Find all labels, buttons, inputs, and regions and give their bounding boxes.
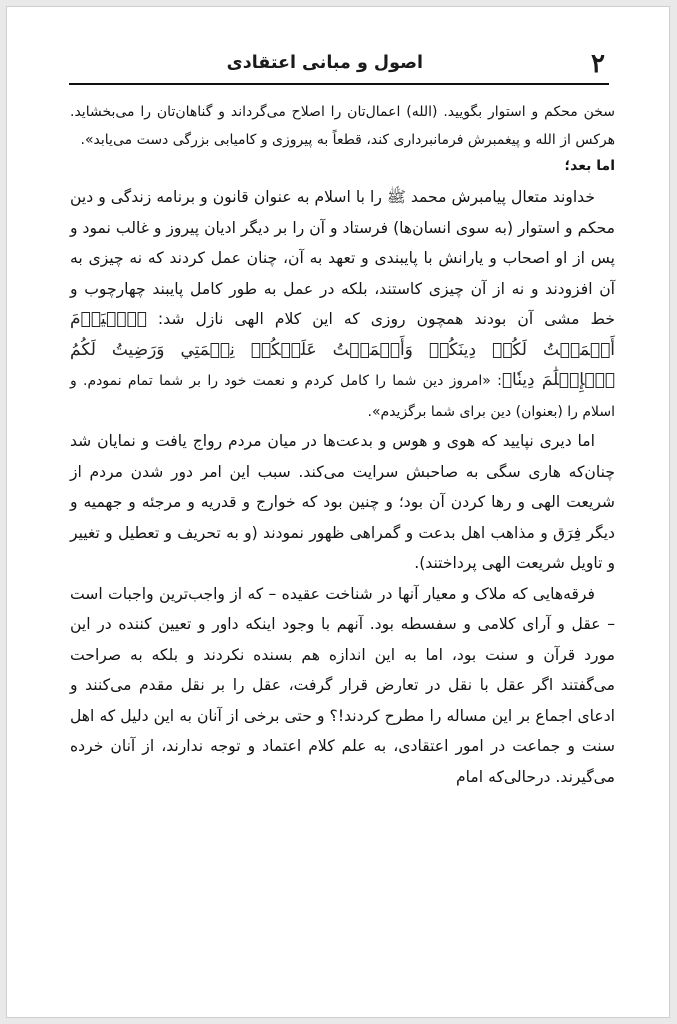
header-rule [69,83,609,85]
paragraph-continuation: سخن محکم و استوار بگویید. (الله) اعمال‌تان را اصلاح می‌گرداند و گناهان‌تان را می‌بخشاید. هرکس از الله و پیغمبرش فرمانبرداری کند، قطعاً به پیروزی و کامیابی بزرگی دست می‌یابد». [70,104,615,148]
document-page [6,6,670,1018]
paragraph-intro [70,182,615,426]
verse-translation: : «امروز دین شما را کامل کردم و نعمت خود را بر شما تمام نمودم. و اسلام را (بعنوان) دین برای شما برگزیدم». [70,373,615,420]
page-body [70,99,615,792]
page-number: ۲ [591,49,605,79]
section-heading: اما بعد؛ [564,158,615,174]
quran-verse: ﴿ٱلۡيَوۡمَ أَكۡمَلۡتُ لَكُمۡ دِينَكُمۡ وَأَتۡمَمۡتُ عَلَيۡكُمۡ نِعۡمَتِي وَرَضِيتُ لَكُمُ ٱلۡإِسۡلَٰمَ دِينٗا﴾ [70,309,615,390]
page-header [69,47,609,85]
paragraph-innovations: اما دیری نپایید که هوی و هوس و بدعت‌ها در میان مردم رواج یافت و نمایان شد چنان‌که هاری سگی به صاحبش سرایت می‌کند. سبب این امر دور شدن مردم از شریعت الهی و رها کردن آن بود؛ و چنین بود که خوارج و قدریه و مرجئه و جهمیه و دیگر فِرَق و مذاهب اهل بدعت و گمراهی ظهور نمودند (و به تحریف و تعطیل و تغییر و تاویل شریعت الهی پرداختند). [70,432,615,572]
running-title: اصول و مبانی اعتقادی [226,53,423,73]
paragraph-sects: فرقه‌هایی که ملاک و معیار آنها در شناخت عقیده – که از واجب‌ترین واجبات است – عقل و آرای کلامی و سفسطه بود. آنهم با وجود اینکه داور و تعیین کننده در این مورد قرآن و سنت بود، اما به این اندازه هم بسنده نکردند و بلکه به صراحت می‌گفتند اگر عقل با نقل در تعارض قرار گرفت، عقل را بر نقل مقدم می‌کنند و ادعای اجماع بر این مساله را مطرح کردند!؟ و حتی برخی از آنان به این دلیل که اهل سنت و جماعت در امور اعتقادی، به علم کلام اعتماد و توجه ندارند، از آنان خرده می‌گیرند. درحالی‌که امام [70,584,615,786]
paragraph-intro-text: خداوند متعال پیامبرش محمد ﷺ را با اسلام به عنوان قانون و برنامه زندگی و دین محکم و استوار (به سوی انسان‌ها) فرستاد و آن را بر دیگر ادیان پیروز و غالب نمود و پس از او اصحاب و یارانش با پایبندی و تعهد به آن، چنان عمل کردند که نه چیزی به آن افزودند و نه از آن چیزی کاستند، بلکه در عمل به طور کامل پایبند چهارچوب و خط مشی آن بودند همچون روزی که این کلام الهی نازل شد: [70,188,615,328]
